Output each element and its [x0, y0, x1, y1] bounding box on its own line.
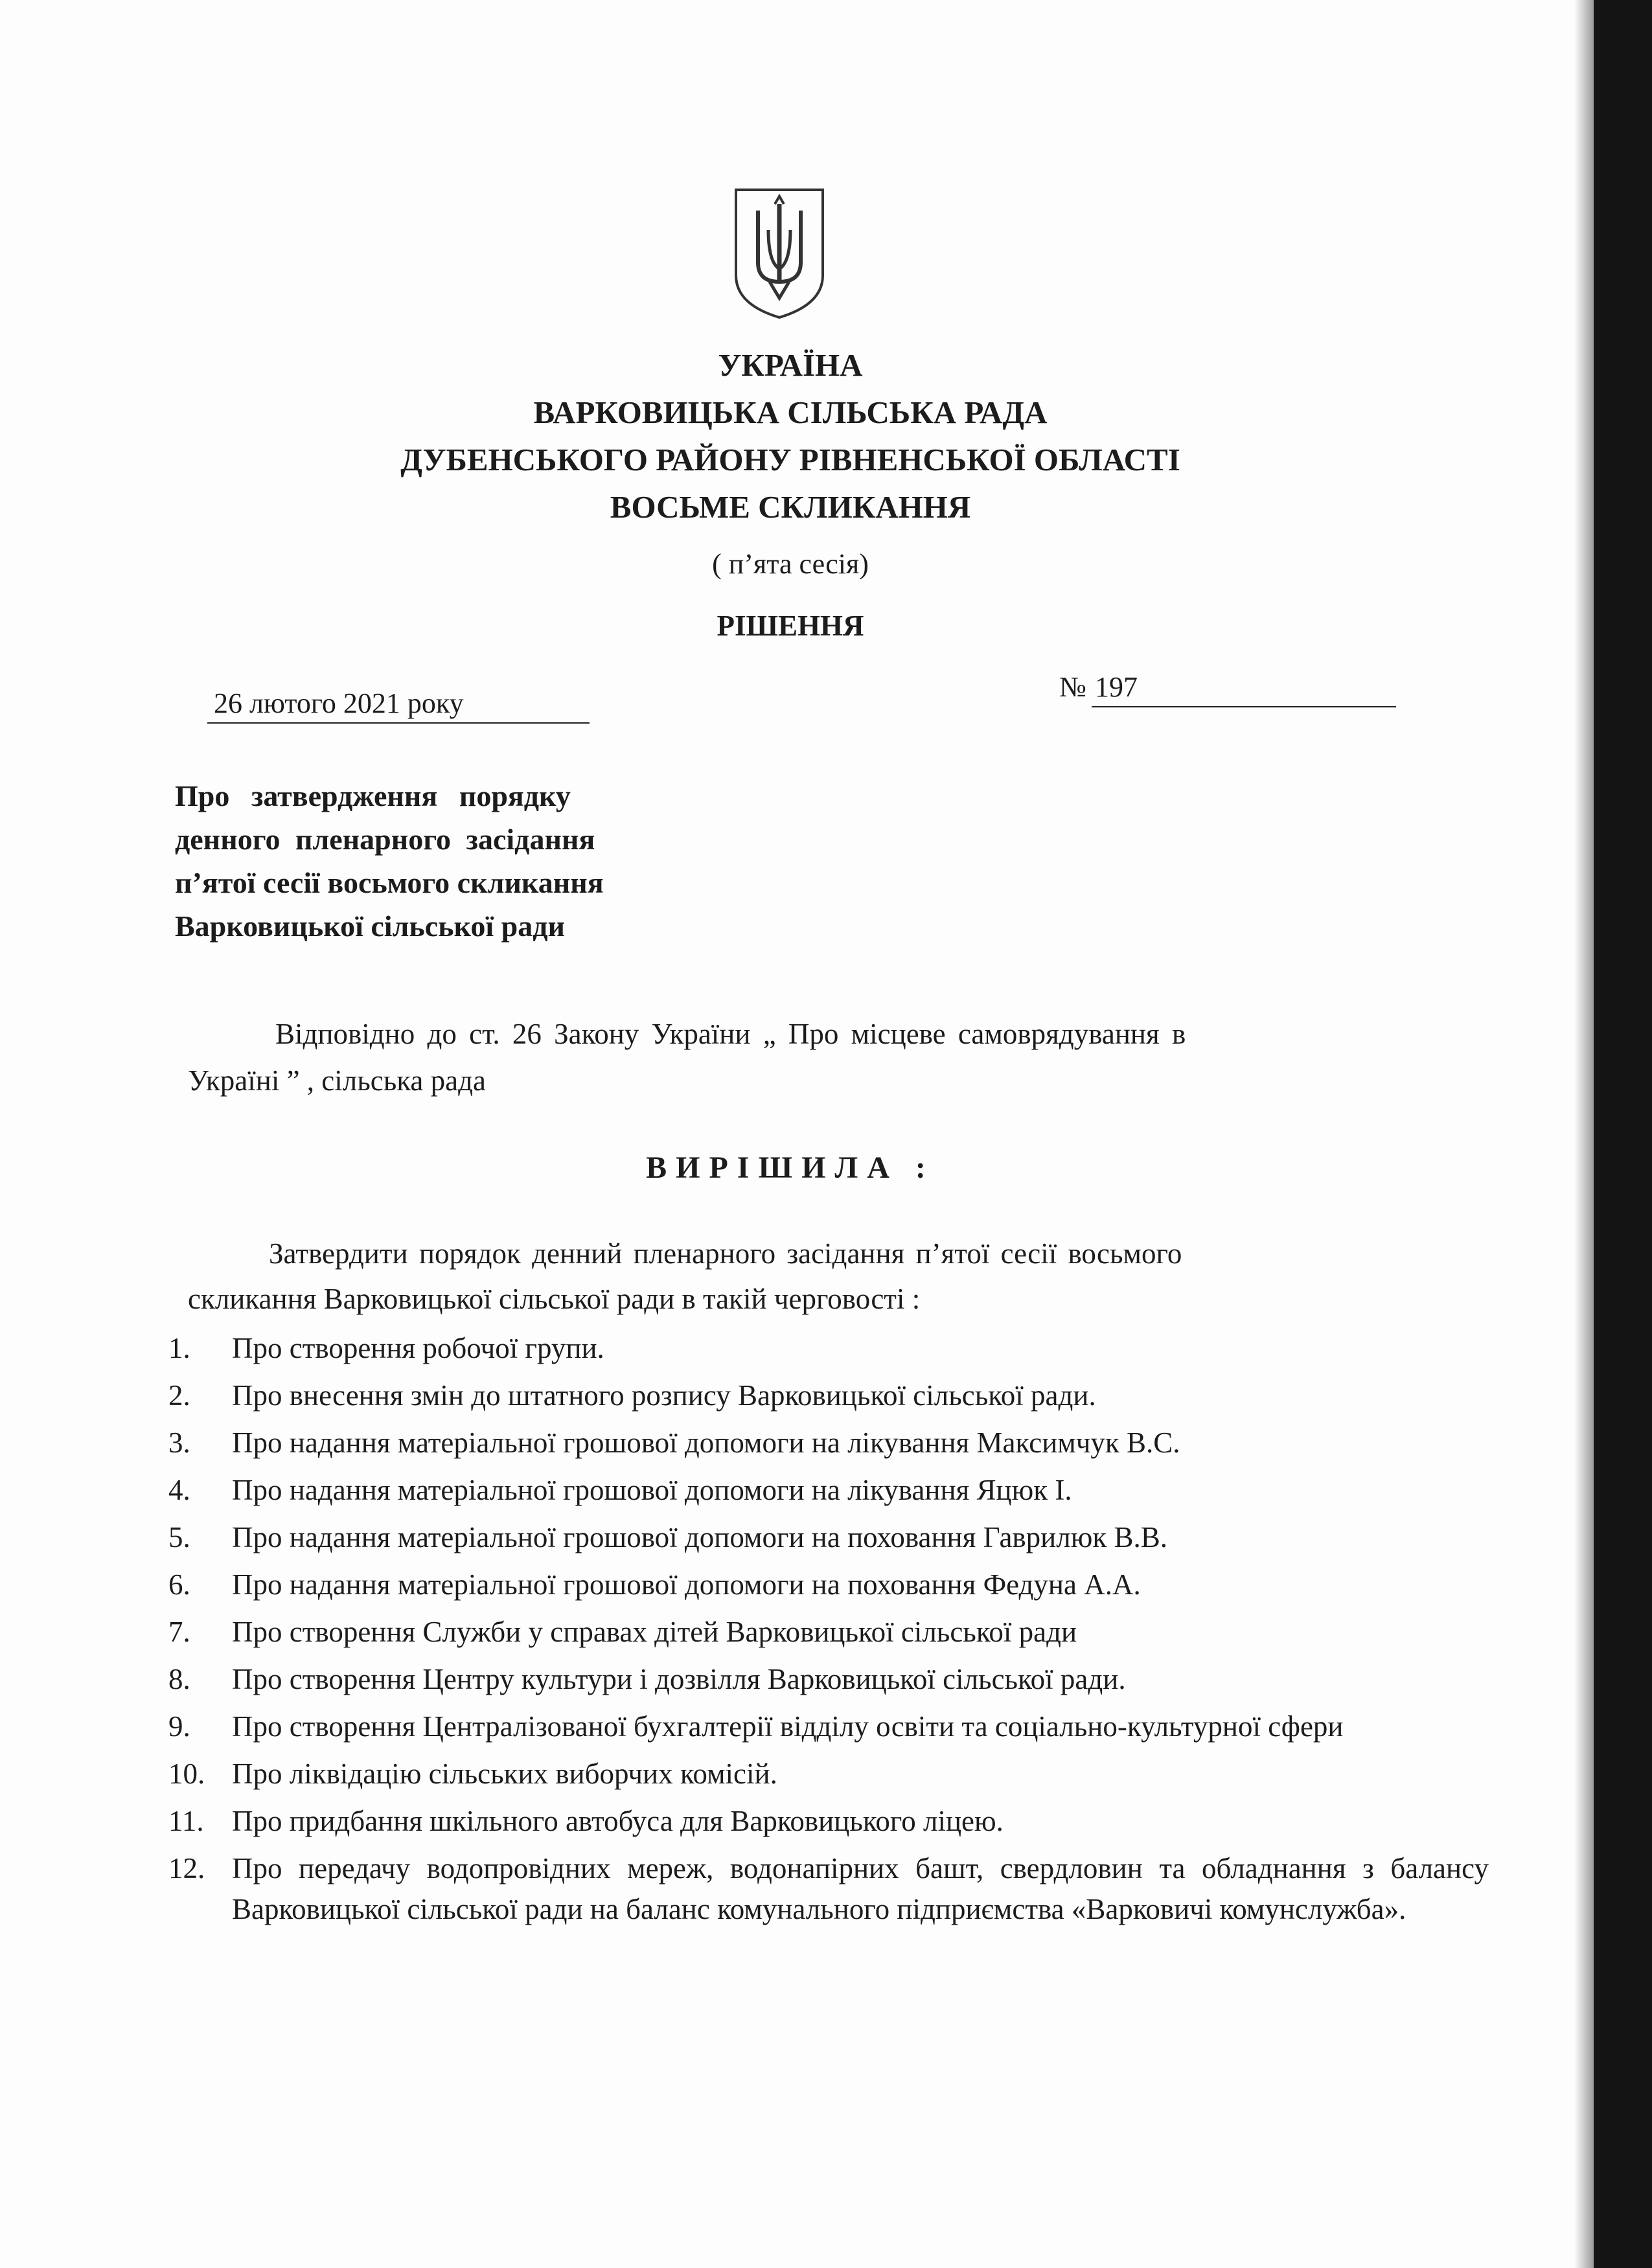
agenda-item-text: Про надання матеріальної грошової допомоги на поховання Гаврилюк В.В. — [232, 1521, 1167, 1553]
decision-number: 197 — [1095, 671, 1138, 703]
agenda-item-text: Про надання матеріальної грошової допомоги на поховання Федуна А.А. — [232, 1568, 1141, 1601]
agenda-item — [161, 1706, 1489, 1747]
subject-line: Варковицької сільської ради — [175, 910, 565, 943]
agenda-item-number: 2. — [168, 1379, 190, 1412]
agenda-item-number: 11. — [168, 1805, 204, 1837]
basis-line: Відповідно до ст. 26 Закону України „ Про місцеве самоврядування в — [275, 1018, 1186, 1050]
agenda-item — [161, 1517, 1489, 1558]
agenda-item-number: 1. — [168, 1332, 190, 1364]
agenda-item-number: 12. — [168, 1852, 205, 1884]
agenda-item-text: Про передачу водопровідних мереж, водонапірних башт, свердловин та обладнання з балансу Варковицької сільської ради на баланс комунального підприємства «Варковичі комунслужба». — [232, 1852, 1489, 1925]
decision-subject — [175, 774, 758, 948]
agenda-item-number: 8. — [168, 1663, 190, 1695]
basis-line: Україні ” , сільська рада — [188, 1064, 486, 1097]
agenda-item — [161, 1375, 1489, 1416]
agenda-item-text: Про створення робочої групи. — [232, 1332, 604, 1364]
agenda-item-number: 6. — [168, 1568, 190, 1601]
date-underline — [207, 722, 590, 724]
agenda-item-text: Про надання матеріальної грошової допомоги на лікування Яцюк І. — [232, 1474, 1072, 1506]
number-underline — [1092, 706, 1396, 707]
scan-edge — [1594, 0, 1652, 2268]
coat-of-arms-icon — [731, 185, 828, 321]
agenda-item — [161, 1754, 1489, 1794]
approve-line: Затвердити порядок денний пленарного засідання п’ятої сесії восьмого — [269, 1237, 1182, 1270]
agenda-item-number: 10. — [168, 1758, 205, 1790]
agenda-item-number: 3. — [168, 1426, 190, 1459]
agenda-item — [161, 1848, 1489, 1930]
number-sign: № — [1059, 671, 1086, 703]
approve-paragraph — [188, 1231, 1477, 1322]
resolution-word: ВИРІШИЛА : — [646, 1151, 935, 1185]
country-heading: УКРАЇНА — [718, 347, 863, 383]
agenda-item — [161, 1801, 1489, 1842]
document-type: РІШЕННЯ — [717, 610, 864, 642]
scan-shadow — [1574, 0, 1594, 2268]
agenda-item — [161, 1564, 1489, 1605]
agenda-item-text: Про створення Центру культури і дозвілля Варковицької сільської ради. — [232, 1663, 1126, 1695]
council-heading: ВАРКОВИЦЬКА СІЛЬСЬКА РАДА — [533, 395, 1048, 430]
agenda-item-text: Про створення Централізованої бухгалтерії відділу освіти та соціально-культурної сфери — [232, 1710, 1344, 1743]
agenda-item-number: 4. — [168, 1474, 190, 1506]
legal-basis — [188, 1011, 1477, 1104]
district-heading: ДУБЕНСЬКОГО РАЙОНУ РІВНЕНСЬКОЇ ОБЛАСТІ — [400, 442, 1180, 477]
decision-date: 26 лютого 2021 року — [214, 687, 464, 719]
agenda-item-text: Про надання матеріальної грошової допомоги на лікування Максимчук В.С. — [232, 1426, 1180, 1459]
agenda-item-text: Про придбання шкільного автобуса для Варковицького ліцею. — [232, 1805, 1004, 1837]
agenda-item-text: Про створення Служби у справах дітей Варковицької сільської ради — [232, 1616, 1077, 1648]
agenda-item-text: Про ліквідацію сільських виборчих комісій. — [232, 1758, 777, 1790]
convocation-heading: ВОСЬМЕ СКЛИКАННЯ — [610, 489, 971, 525]
subject-line: п’ятої сесії восьмого скликання — [175, 866, 604, 899]
session-label: ( п’ята сесія) — [712, 548, 869, 580]
agenda-list — [161, 1328, 1489, 1936]
agenda-item-text: Про внесення змін до штатного розпису Варковицької сільської ради. — [232, 1379, 1096, 1412]
agenda-item-number: 9. — [168, 1710, 190, 1743]
approve-line: скликання Варковицької сільської ради в такій черговості : — [188, 1283, 921, 1315]
subject-line: Про затвердження порядку — [175, 779, 571, 812]
subject-line: денного пленарного засідання — [175, 823, 595, 856]
agenda-item — [161, 1328, 1489, 1369]
agenda-item — [161, 1423, 1489, 1463]
agenda-item-number: 7. — [168, 1616, 190, 1648]
agenda-item — [161, 1612, 1489, 1653]
agenda-item — [161, 1470, 1489, 1511]
agenda-item — [161, 1659, 1489, 1700]
agenda-item-number: 5. — [168, 1521, 190, 1553]
